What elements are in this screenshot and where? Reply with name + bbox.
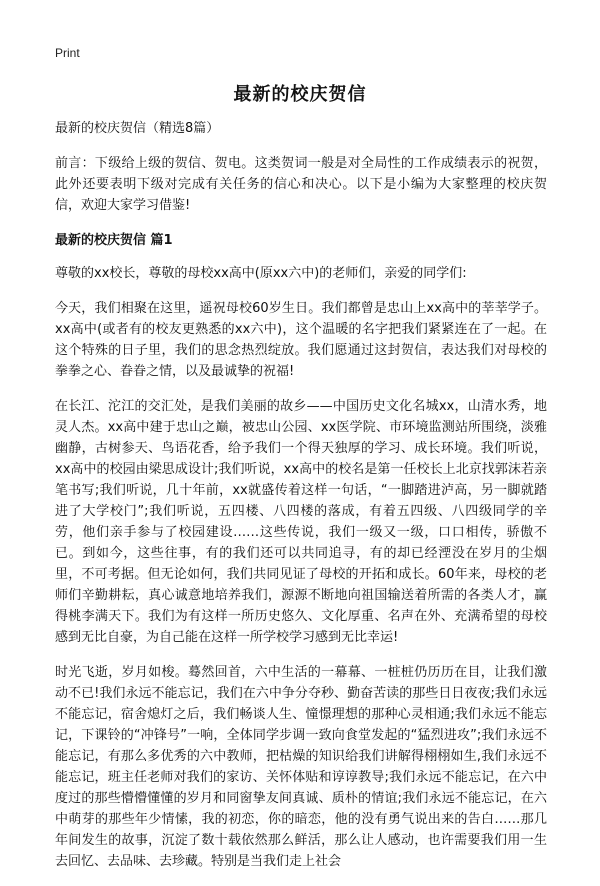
body-paragraph: 尊敬的xx校长，尊敬的母校xx高中(原xx六中)的老师们，亲爱的同学们:: [55, 266, 467, 281]
subtitle: 最新的校庆贺信（精选8篇）: [55, 121, 220, 136]
intro-paragraph: 前言：下级给上级的贺信、贺电。这类贺词一般是对全局性的工作成绩表示的祝贺，此外还要表明下级对完成有关任务的信心和决心。以下是小编为大家整理的校庆贺信，欢迎大家学习借鉴!: [55, 156, 547, 213]
page-title: 最新的校庆贺信: [233, 84, 367, 105]
body-paragraph: 时光飞逝，岁月如梭。蓦然回首，六中生活的一幕幕、一桩桩仍历历在目，让我们激动不已!我们永远不能忘记，我们在六中争分夺秒、勤奋苦读的那些日日夜夜;我们永远不能忘记，宿舍熄灯之后，我们畅谈人生、憧憬理想的那种心灵相通;我们永远不能忘记，下课铃的“冲锋号”一响，全体同学步调一致向食堂发起的“猛烈进攻”;我们永远不能忘记，有那么多优秀的六中教师，把枯燥的知识给我们讲解得栩栩如生,我们永远不能忘记，班主任老师对我们的家访、关怀体贴和谆谆教导;我们永远不能忘记，在六中度过的那些懵懵懂懂的岁月和同窗挚友间真诚、质朴的情谊;我们永远不能忘记，在六中萌芽的那些年少情愫，我的初恋，你的暗恋，他的没有勇气说出来的告白……那几年间发生的故事，沉淀了数十载依然那么鲜活，那么让人感动，也许需要我们用一生去回忆、去品味、去珍藏。特别是当我们走上社会: [55, 665, 547, 869]
section-heading: 最新的校庆贺信 篇1: [55, 233, 173, 248]
body-paragraph: 在长江、沱江的交汇处，是我们美丽的故乡——中国历史文化名城xx，山清水秀，地灵人杰。xx高中建于忠山之巅，被忠山公园、xx医学院、市环境监测站所围绕，淡雅幽静，古树参天、鸟语花香，给予我们一个得天独厚的学习、成长环境。我们听说，xx高中的校园由梁思成设计;我们听说，xx高中的校名是第一任校长上北京找郭沫若亲笔书写;我们听说，几十年前，xx就盛传着这样一句话，“一脚踏进泸高，另一脚就踏进了大学校门”;我们听说，五四楼、八四楼的落成，有着五四级、八四级同学的辛劳，他们亲手参与了校园建设……这些传说，我们一级又一级，口口相传，骄傲不已。到如今，这些往事，有的我们还可以共同追寻，有的却已经湮没在岁月的尘烟里，不可考据。但无论如何，我们共同见证了母校的开拓和成长。60年来，母校的老师们辛勤耕耘，真心诚意地培养我们，源源不断地向祖国输送着所需的各类人才，赢得桃李满天下。我们为有这样一所历史悠久、文化厚重、名声在外、充满希望的母校感到无比自豪，为自己能在这样一所学校学习感到无比幸运!: [55, 399, 547, 645]
body-paragraph: 今天，我们相聚在这里，遥祝母校60岁生日。我们都曾是忠山上xx高中的莘莘学子。xx高中(或者有的校友更熟悉的xx六中)，这个温暖的名字把我们紧紧连在了一起。在这个特殊的日子里，我们的思念热烈绽放。我们愿通过这封贺信，表达我们对母校的拳拳之心、眷眷之情，以及最诚挚的祝福!: [55, 301, 547, 379]
document-body: [55, 118, 547, 886]
print-link[interactable]: Print: [55, 46, 80, 60]
